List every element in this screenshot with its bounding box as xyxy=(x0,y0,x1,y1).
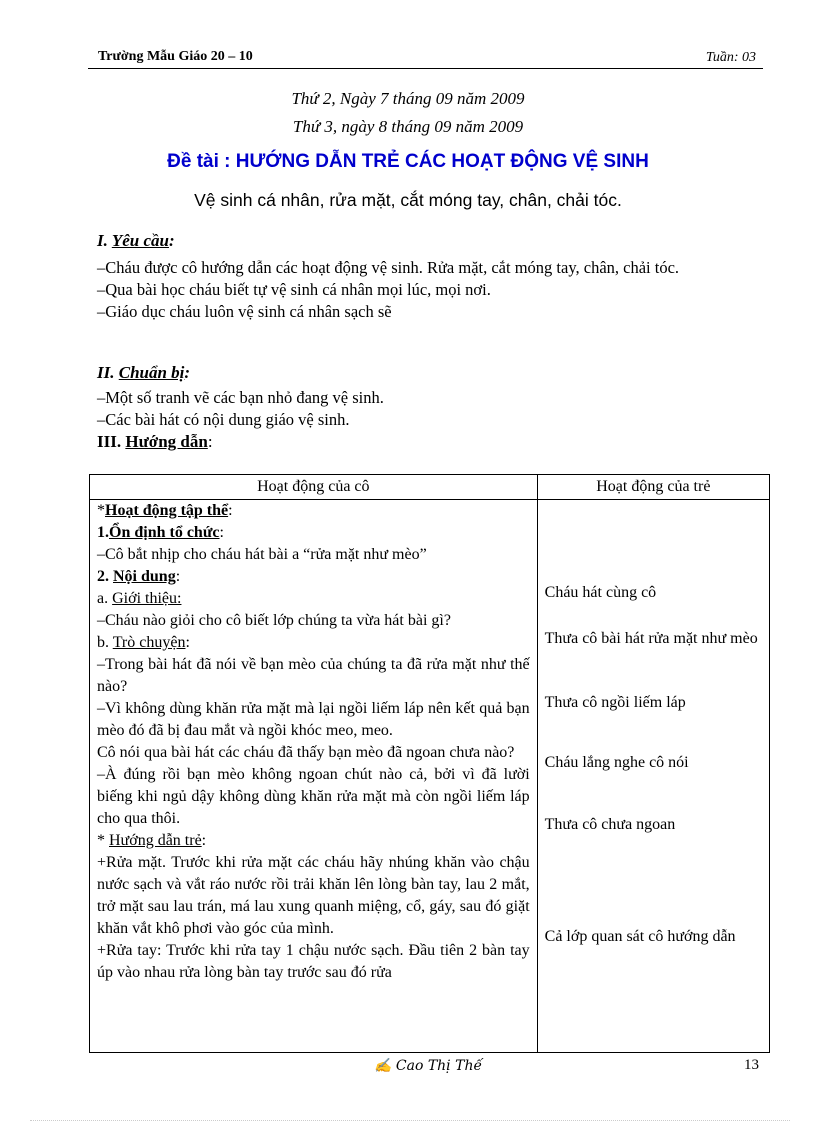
item-number: 2. xyxy=(97,568,113,585)
content-label: Nội dung xyxy=(113,568,176,585)
section-3-label: Hướng dẫn xyxy=(125,432,208,451)
section-1-number: I. xyxy=(97,231,112,250)
section-3-suffix: : xyxy=(207,432,213,451)
teacher-line: –À đúng rồi bạn mèo không ngoan chút nào cả, bởi vì đã lười biếng khi ngủ dậy không dùng khăn rửa mặt mà còn ngồi liếm láp cho qua thôi. xyxy=(97,766,530,827)
intro-heading xyxy=(97,588,530,610)
child-response: Cả lớp quan sát cô hướng dẫn xyxy=(544,928,736,945)
section-2-body xyxy=(97,387,762,431)
child-response: Cháu lắng nghe cô nói xyxy=(544,754,689,771)
item-number: 1. xyxy=(97,524,109,541)
star-marker: * xyxy=(97,502,105,519)
teacher-column-header: Hoạt động của cô xyxy=(90,475,538,500)
section-2-suffix: : xyxy=(184,363,191,382)
section-1-line: –Qua bài học cháu biết tự vệ sinh cá nhân mọi lúc, mọi nơi. xyxy=(97,280,491,299)
child-response: Thưa cô chưa ngoan xyxy=(544,816,676,833)
conversation-heading xyxy=(97,632,530,654)
school-name: Trường Mẫu Giáo 20 – 10 xyxy=(98,49,253,64)
table-header-row xyxy=(90,475,770,500)
teacher-line: +Rửa tay: Trước khi rửa tay 1 chậu nước sạch. Đầu tiên 2 bàn tay úp vào nhau rửa lòng bàn tay trước sau đó rửa xyxy=(97,942,530,981)
section-1-label: Yêu cầu xyxy=(111,231,169,250)
bottom-dotted-rule xyxy=(30,1120,790,1121)
colon: : xyxy=(175,568,181,585)
author-signature xyxy=(374,1058,482,1074)
activity-table xyxy=(89,474,770,1053)
item-letter: b. xyxy=(97,634,113,651)
teacher-line: –Vì không dùng khăn rửa mặt mà lại ngồi liếm láp nên kết quả bạn mèo đó đã bị đau mắt và ngồi khóc meo, meo. xyxy=(97,700,530,739)
colon: : xyxy=(201,832,207,849)
section-2-heading xyxy=(97,363,190,383)
teacher-activities xyxy=(90,500,538,1053)
content-heading xyxy=(97,566,530,588)
section-1-line: –Cháu được cô hướng dẫn các hoạt động vệ sinh. Rửa mặt, cắt móng tay, chân, chải tóc. xyxy=(97,258,680,277)
teacher-line: –Cháu nào giỏi cho cô biết lớp chúng ta vừa hát bài gì? xyxy=(97,612,451,629)
children-column-header: Hoạt động của trẻ xyxy=(537,475,769,500)
date-line-1: Thứ 2, Ngày 7 tháng 09 năm 2009 xyxy=(291,89,525,108)
colon: : xyxy=(185,634,190,651)
section-1-suffix: : xyxy=(168,231,175,250)
date-line-2: Thứ 3, ngày 8 tháng 09 năm 2009 xyxy=(292,117,524,136)
teacher-line: –Trong bài hát đã nói về bạn mèo của chúng ta đã rửa mặt như thế nào? xyxy=(97,656,530,695)
section-2-number: II. xyxy=(97,363,119,382)
section-3-heading xyxy=(97,432,213,452)
group-activity-label: Hoạt động tập thể xyxy=(105,502,229,519)
children-activities xyxy=(537,500,769,1053)
intro-label: Giới thiệu: xyxy=(112,590,182,607)
section-2-line: –Một số tranh vẽ các bạn nhỏ đang vệ sinh. xyxy=(97,388,384,407)
page-number: 13 xyxy=(744,1057,759,1073)
organize-label: Ổn định tổ chức xyxy=(109,524,220,541)
teacher-line: –Cô bắt nhịp cho cháu hát bài a “rửa mặt như mèo” xyxy=(97,546,427,563)
guide-heading xyxy=(97,830,530,852)
section-1-body xyxy=(97,257,762,323)
section-2-line: –Các bài hát có nội dung giáo vệ sinh. xyxy=(97,410,350,429)
child-response: Cháu hát cùng cô xyxy=(544,584,657,601)
section-1-heading xyxy=(97,231,175,251)
organize-heading xyxy=(97,522,530,544)
author-name: Cao Thị Thế xyxy=(395,1058,483,1074)
pen-icon: ✍ xyxy=(374,1058,396,1074)
section-3-number: III. xyxy=(97,432,126,451)
child-response: Thưa cô bài hát rửa mặt như mèo xyxy=(544,630,758,647)
colon: : xyxy=(228,502,233,519)
item-letter: a. xyxy=(97,590,113,607)
colon: : xyxy=(219,524,224,541)
lesson-subtitle: Vệ sinh cá nhân, rửa mặt, cắt móng tay, chân, chải tóc. xyxy=(194,190,622,210)
section-1-line: –Giáo dục cháu luôn vệ sinh cá nhân sạch sẽ xyxy=(97,302,392,321)
teacher-line: Cô nói qua bài hát các cháu đã thấy bạn mèo đã ngoan chưa nào? xyxy=(97,744,515,761)
header-rule xyxy=(88,68,763,69)
section-2-label: Chuẩn bị xyxy=(118,363,185,382)
lesson-title: Đề tài : HƯỚNG DẪN TRẺ CÁC HOẠT ĐỘNG VỆ SINH xyxy=(167,151,649,172)
group-activity-heading xyxy=(97,500,530,522)
guide-label: Hướng dẫn trẻ xyxy=(109,832,202,849)
table-row xyxy=(90,500,770,1053)
star-marker: * xyxy=(97,832,109,849)
week-label: Tuần: 03 xyxy=(705,50,756,65)
teacher-line: +Rửa mặt. Trước khi rửa mặt các cháu hãy nhúng khăn vào chậu nước sạch và vắt ráo nước rồi trải khăn lên lòng bàn tay, lau 2 mắt, trở mặt sau lau trán, má lau xung quanh miệng, cổ, gáy, sau đó giặt khăn vắt khô phơi vào góc của mình. xyxy=(97,854,530,937)
conversation-label: Trò chuyện xyxy=(112,634,186,651)
child-response: Thưa cô ngồi liếm láp xyxy=(544,694,686,711)
